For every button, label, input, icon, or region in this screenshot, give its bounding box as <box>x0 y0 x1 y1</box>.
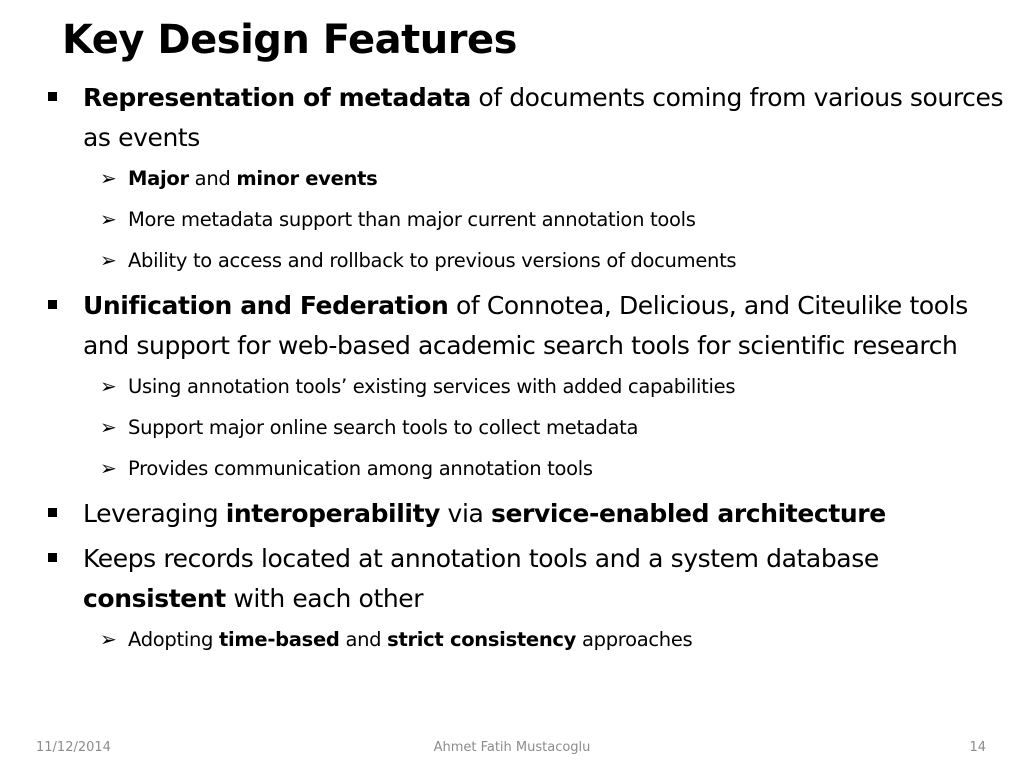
bullet-text: Adopting <box>128 628 219 651</box>
sub-bullet-item <box>44 199 1004 240</box>
bullet-text: approaches <box>576 628 693 651</box>
footer-date: 11/12/2014 <box>36 740 111 755</box>
sub-bullet-item <box>44 407 1004 448</box>
arrowhead-bullet-icon: ➢ <box>100 456 117 480</box>
bullet-item <box>44 78 1004 158</box>
bullet-text: via <box>440 499 491 528</box>
bullet-text: and <box>339 628 388 651</box>
bullet-text-bold: interoperability <box>225 499 441 528</box>
bullet-text-bold: time-based <box>218 628 340 651</box>
bullet-item <box>44 286 1004 366</box>
bullet-text: of documents coming from various sources as events <box>83 83 1004 152</box>
bullet-item <box>44 494 1004 534</box>
bullet-text: with each other <box>225 584 424 613</box>
bullet-text-bold: service-enabled architecture <box>490 499 886 528</box>
bullet-text-bold: Major <box>128 167 189 190</box>
sub-bullet-item <box>44 158 1004 199</box>
bullet-text-bold: minor events <box>236 167 378 190</box>
square-bullet-icon <box>48 508 57 517</box>
bullet-text: Using annotation tools’ existing services with added capabilities <box>128 375 736 398</box>
bullet-text: Support major online search tools to collect metadata <box>128 416 639 439</box>
sub-bullet-item <box>44 240 1004 281</box>
slide-title: Key Design Features <box>62 17 517 63</box>
sub-bullet-item <box>44 448 1004 489</box>
bullet-text: Leveraging <box>83 499 226 528</box>
sub-bullet-item <box>44 366 1004 407</box>
arrowhead-bullet-icon: ➢ <box>100 248 117 272</box>
square-bullet-icon <box>48 553 57 562</box>
square-bullet-icon <box>48 300 57 309</box>
sub-bullet-item <box>44 619 1004 660</box>
bullet-text: and <box>188 167 237 190</box>
bullet-item <box>44 539 1004 619</box>
arrowhead-bullet-icon: ➢ <box>100 166 117 190</box>
bullet-text-bold: Representation of metadata <box>83 83 471 112</box>
arrowhead-bullet-icon: ➢ <box>100 627 117 651</box>
arrowhead-bullet-icon: ➢ <box>100 374 117 398</box>
bullet-text: Ability to access and rollback to previous versions of documents <box>128 249 737 272</box>
bullet-text: More metadata support than major current annotation tools <box>128 208 696 231</box>
bullet-text-bold: Unification and Federation <box>83 291 449 320</box>
bullet-text: of Connotea, Delicious, and Citeulike tools and support for web-based academic search tools for scientific research <box>83 291 968 360</box>
footer-page-number: 14 <box>969 740 986 755</box>
bullet-text-bold: consistent <box>83 584 226 613</box>
bullet-text: Keeps records located at annotation tools and a system database <box>83 544 879 573</box>
bullet-text-bold: strict consistency <box>387 628 577 651</box>
arrowhead-bullet-icon: ➢ <box>100 415 117 439</box>
bullet-list <box>44 78 1004 660</box>
arrowhead-bullet-icon: ➢ <box>100 207 117 231</box>
bullet-text: Provides communication among annotation tools <box>128 457 593 480</box>
square-bullet-icon <box>48 92 57 101</box>
footer-author: Ahmet Fatih Mustacoglu <box>433 740 591 755</box>
